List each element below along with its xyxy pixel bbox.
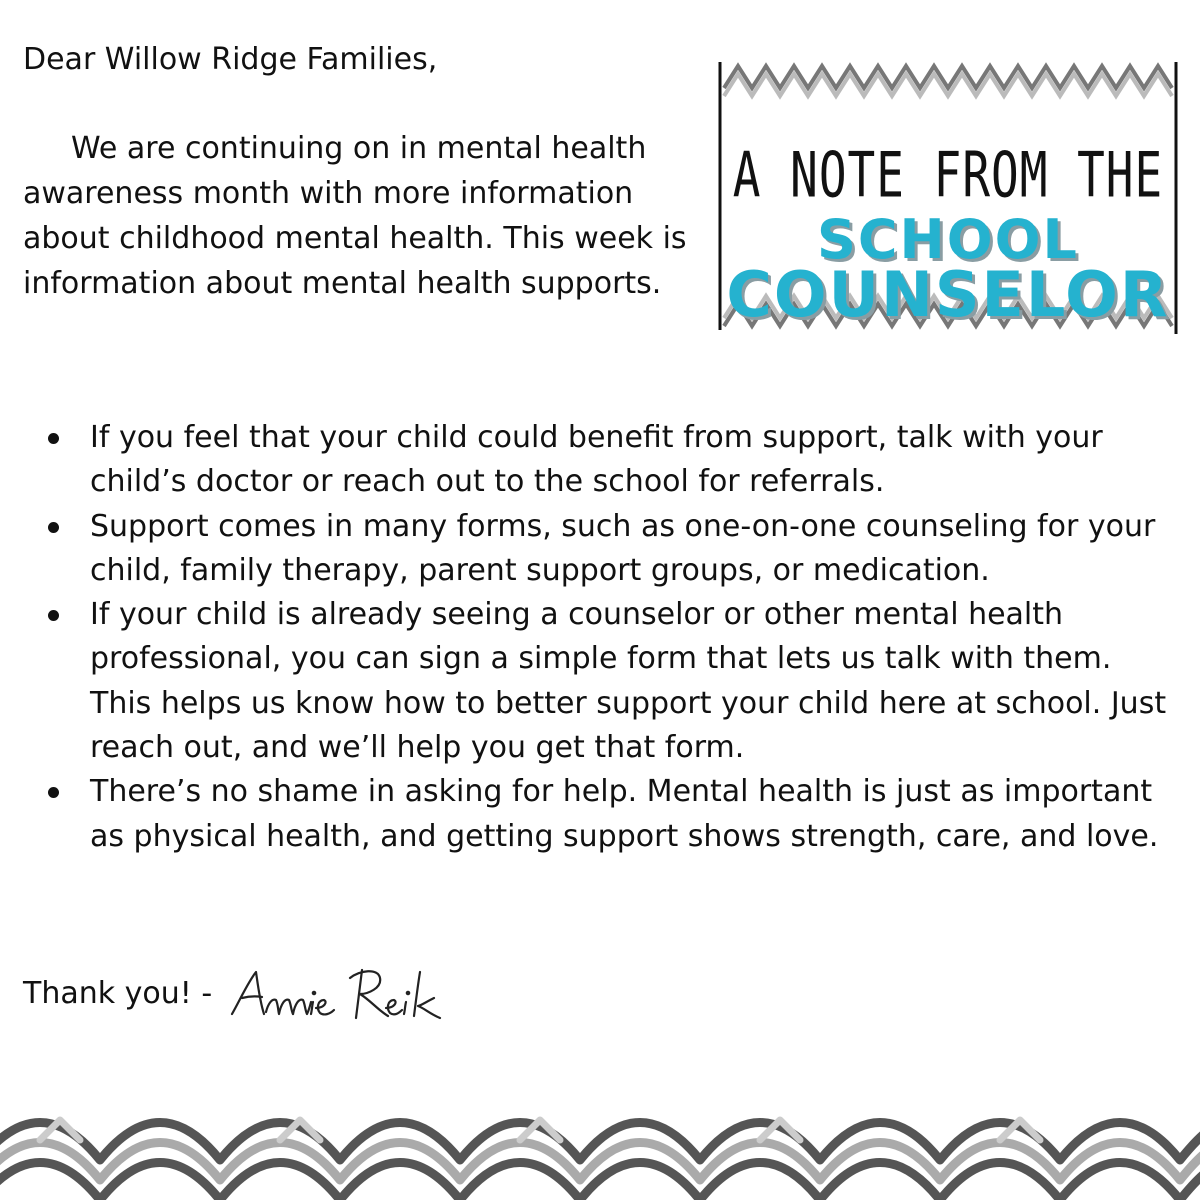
counselor-note-badge	[718, 58, 1178, 334]
list-item: There’s no shame in asking for help. Mental health is just as important as physical health, and getting support shows strength, care, and love.	[40, 770, 1180, 859]
letter-greeting: Dear Willow Ridge Families,	[23, 42, 438, 77]
list-item: If you feel that your child could benefit from support, talk with your child’s doctor or reach out to the school for referrals.	[40, 416, 1180, 505]
badge-title-counselor: COUNSELOR	[726, 258, 1170, 331]
handwritten-signature	[228, 960, 468, 1030]
letter-closing: Thank you! -	[23, 976, 213, 1011]
badge-title-line1: A NOTE FROM THE	[732, 138, 1164, 212]
letter-intro: We are continuing on in mental health awareness month with more information about childhood mental health. This week is information about mental health supports.	[23, 131, 687, 301]
list-item: Support comes in many forms, such as one-on-one counseling for your child, family therapy, parent support groups, or medication.	[40, 505, 1180, 594]
badge-title-school: SCHOOL	[817, 208, 1079, 271]
list-item: If your child is already seeing a counselor or other mental health professional, you can sign a simple form that lets us talk with them. This helps us know how to better support your child here at school. Just reach out, and we’ll help you get that form.	[40, 593, 1180, 770]
badge-top-wave-pattern	[724, 66, 1172, 96]
support-bullet-list	[40, 416, 1180, 859]
footer-wave-pattern	[0, 1110, 1200, 1200]
